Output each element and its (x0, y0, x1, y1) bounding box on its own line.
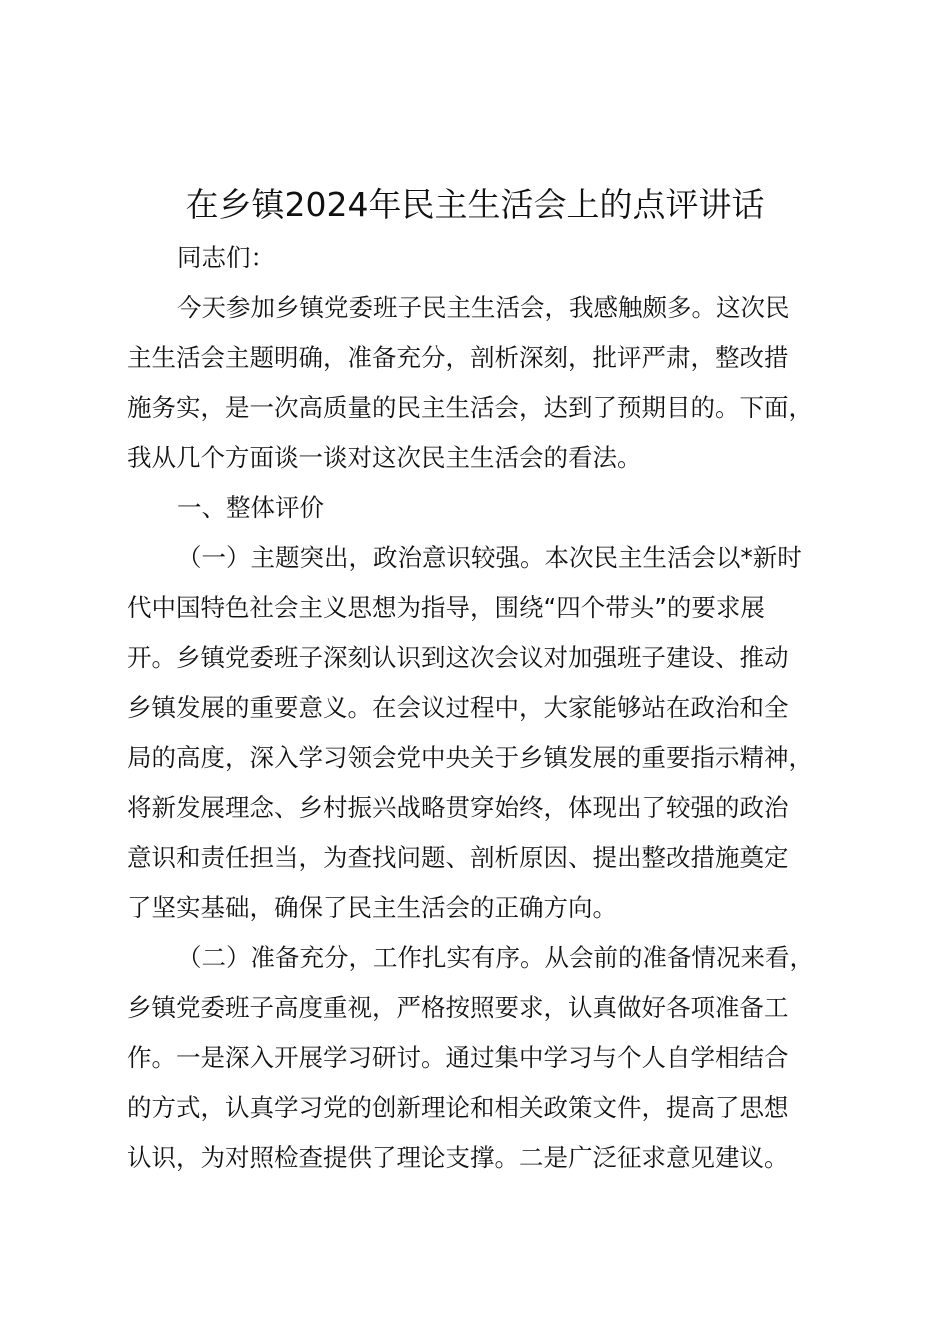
body-line: 主生活会主题明确，准备充分，剖析深刻，批评严肃，整改措 (127, 343, 789, 372)
body-line: 施务实，是一次高质量的民主生活会，达到了预期目的。下面， (127, 393, 813, 422)
body-line: 的方式，认真学习党的创新理论和相关政策文件，提高了思想 (127, 1093, 789, 1122)
body-line: 乡镇党委班子高度重视，严格按照要求，认真做好各项准备工 (127, 993, 789, 1022)
body-line: 认识，为对照检查提供了理论支撑。二是广泛征求意见建议。 (127, 1143, 789, 1172)
document-body (127, 233, 867, 1183)
body-line: 作。一是深入开展学习研讨。通过集中学习与个人自学相结合 (127, 1043, 789, 1072)
body-line: 开。乡镇党委班子深刻认识到这次会议对加强班子建设、推动 (127, 643, 789, 672)
body-line: （一）主题突出，政治意识较强。本次民主生活会以*新时 (177, 543, 802, 572)
document-title: 在乡镇2024年民主生活会上的点评讲话 (185, 185, 765, 224)
body-line: （二）准备充分，工作扎实有序。从会前的准备情况来看， (177, 943, 814, 972)
body-line: 了坚实基础，确保了民主生活会的正确方向。 (127, 893, 617, 922)
body-line: 意识和责任担当，为查找问题、剖析原因、提出整改措施奠定 (127, 843, 789, 872)
body-line: 我从几个方面谈一谈对这次民主生活会的看法。 (127, 443, 642, 472)
body-line: 代中国特色社会主义思想为指导，围绕“四个带头”的要求展 (127, 593, 765, 622)
body-line: 乡镇发展的重要意义。在会议过程中，大家能够站在政治和全 (127, 693, 789, 722)
body-line: 今天参加乡镇党委班子民主生活会，我感触颇多。这次民 (177, 293, 790, 322)
salutation: 同志们： (177, 243, 275, 272)
body-line: 一、整体评价 (177, 493, 324, 522)
body-line: 局的高度，深入学习领会党中央关于乡镇发展的重要指示精神， (127, 743, 813, 772)
body-line: 将新发展理念、乡村振兴战略贯穿始终，体现出了较强的政治 (127, 793, 789, 822)
